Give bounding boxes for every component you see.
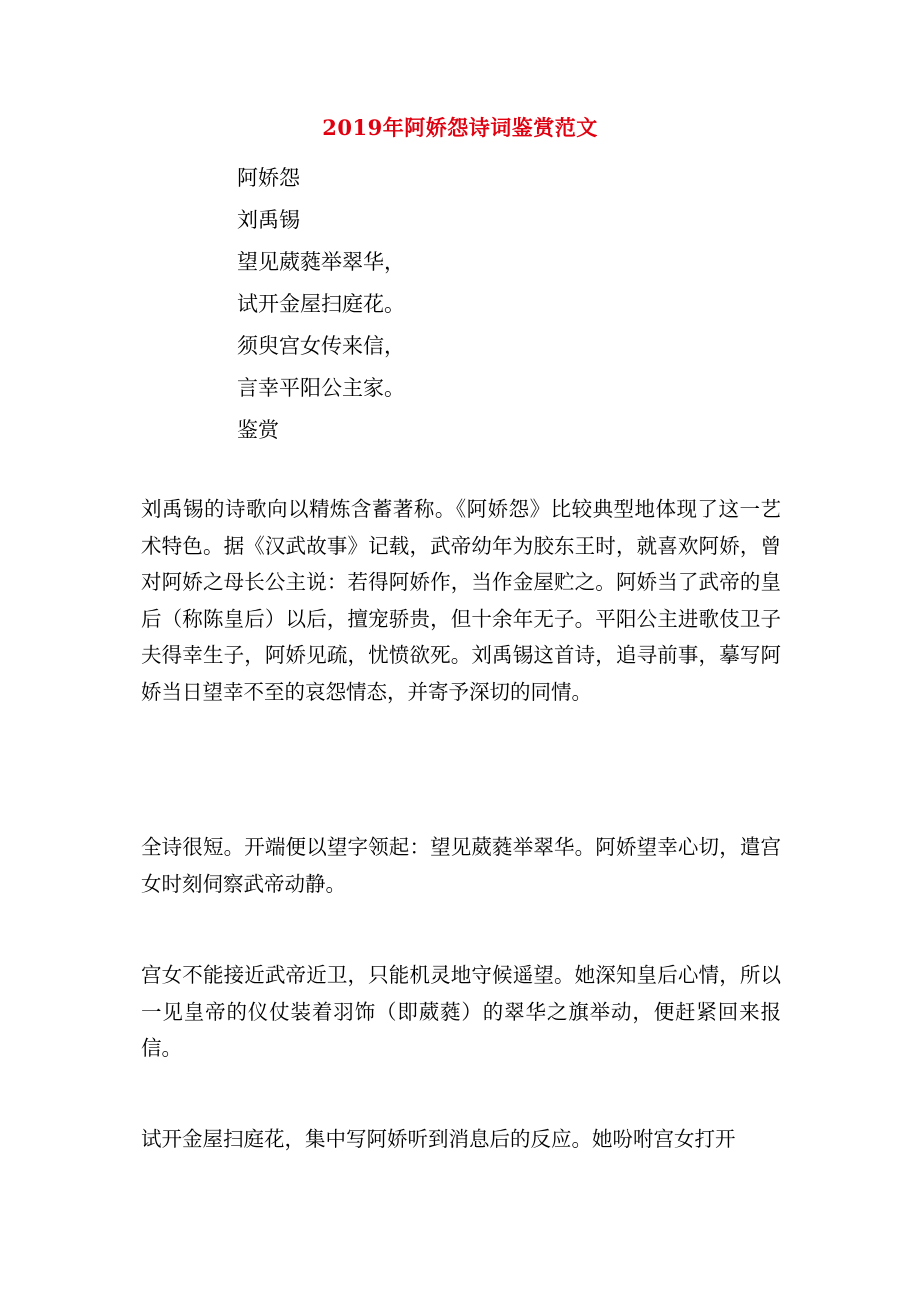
poem-line: 须臾宫女传来信， xyxy=(237,334,405,358)
poem-title: 阿娇怨 xyxy=(237,166,300,190)
poem-line: 试开金屋扫庭花。 xyxy=(237,292,405,316)
body-paragraph: 宫女不能接近武帝近卫，只能机灵地守候遥望。她深知皇后心情，所以一见皇帝的仪仗装着羽饰（即葳蕤）的翠华之旗举动，便赶紧回来报信。 xyxy=(141,963,781,1060)
poem-author: 刘禹锡 xyxy=(237,208,300,232)
poem-block xyxy=(237,157,405,451)
appreciation-heading: 鉴赏 xyxy=(237,418,279,442)
body-paragraph: 试开金屋扫庭花，集中写阿娇听到消息后的反应。她吩咐宫女打开 xyxy=(141,1127,736,1151)
body-paragraph: 刘禹锡的诗歌向以精炼含蓄著称。《阿娇怨》比较典型地体现了这一艺术特色。据《汉武故事》记载，武帝幼年为胶东王时，就喜欢阿娇，曾对阿娇之母长公主说：若得阿娇作，当作金屋贮之。阿娇当了武帝的皇后（称陈皇后）以后，擅宠骄贵，但十余年无子。平阳公主进歌伎卫子夫得幸生子，阿娇见疏，忧愤欲死。刘禹锡这首诗，追寻前事，摹写阿娇当日望幸不至的哀怨情态，并寄予深切的同情。 xyxy=(141,497,781,704)
body-paragraph: 全诗很短。开端便以望字领起：望见葳蕤举翠华。阿娇望幸心切，遣宫女时刻伺察武帝动静。 xyxy=(141,835,781,896)
poem-line: 望见葳蕤举翠华， xyxy=(237,250,405,274)
poem-line: 言幸平阳公主家。 xyxy=(237,376,405,400)
document-title: 2019年阿娇怨诗词鉴赏范文 xyxy=(322,115,598,140)
